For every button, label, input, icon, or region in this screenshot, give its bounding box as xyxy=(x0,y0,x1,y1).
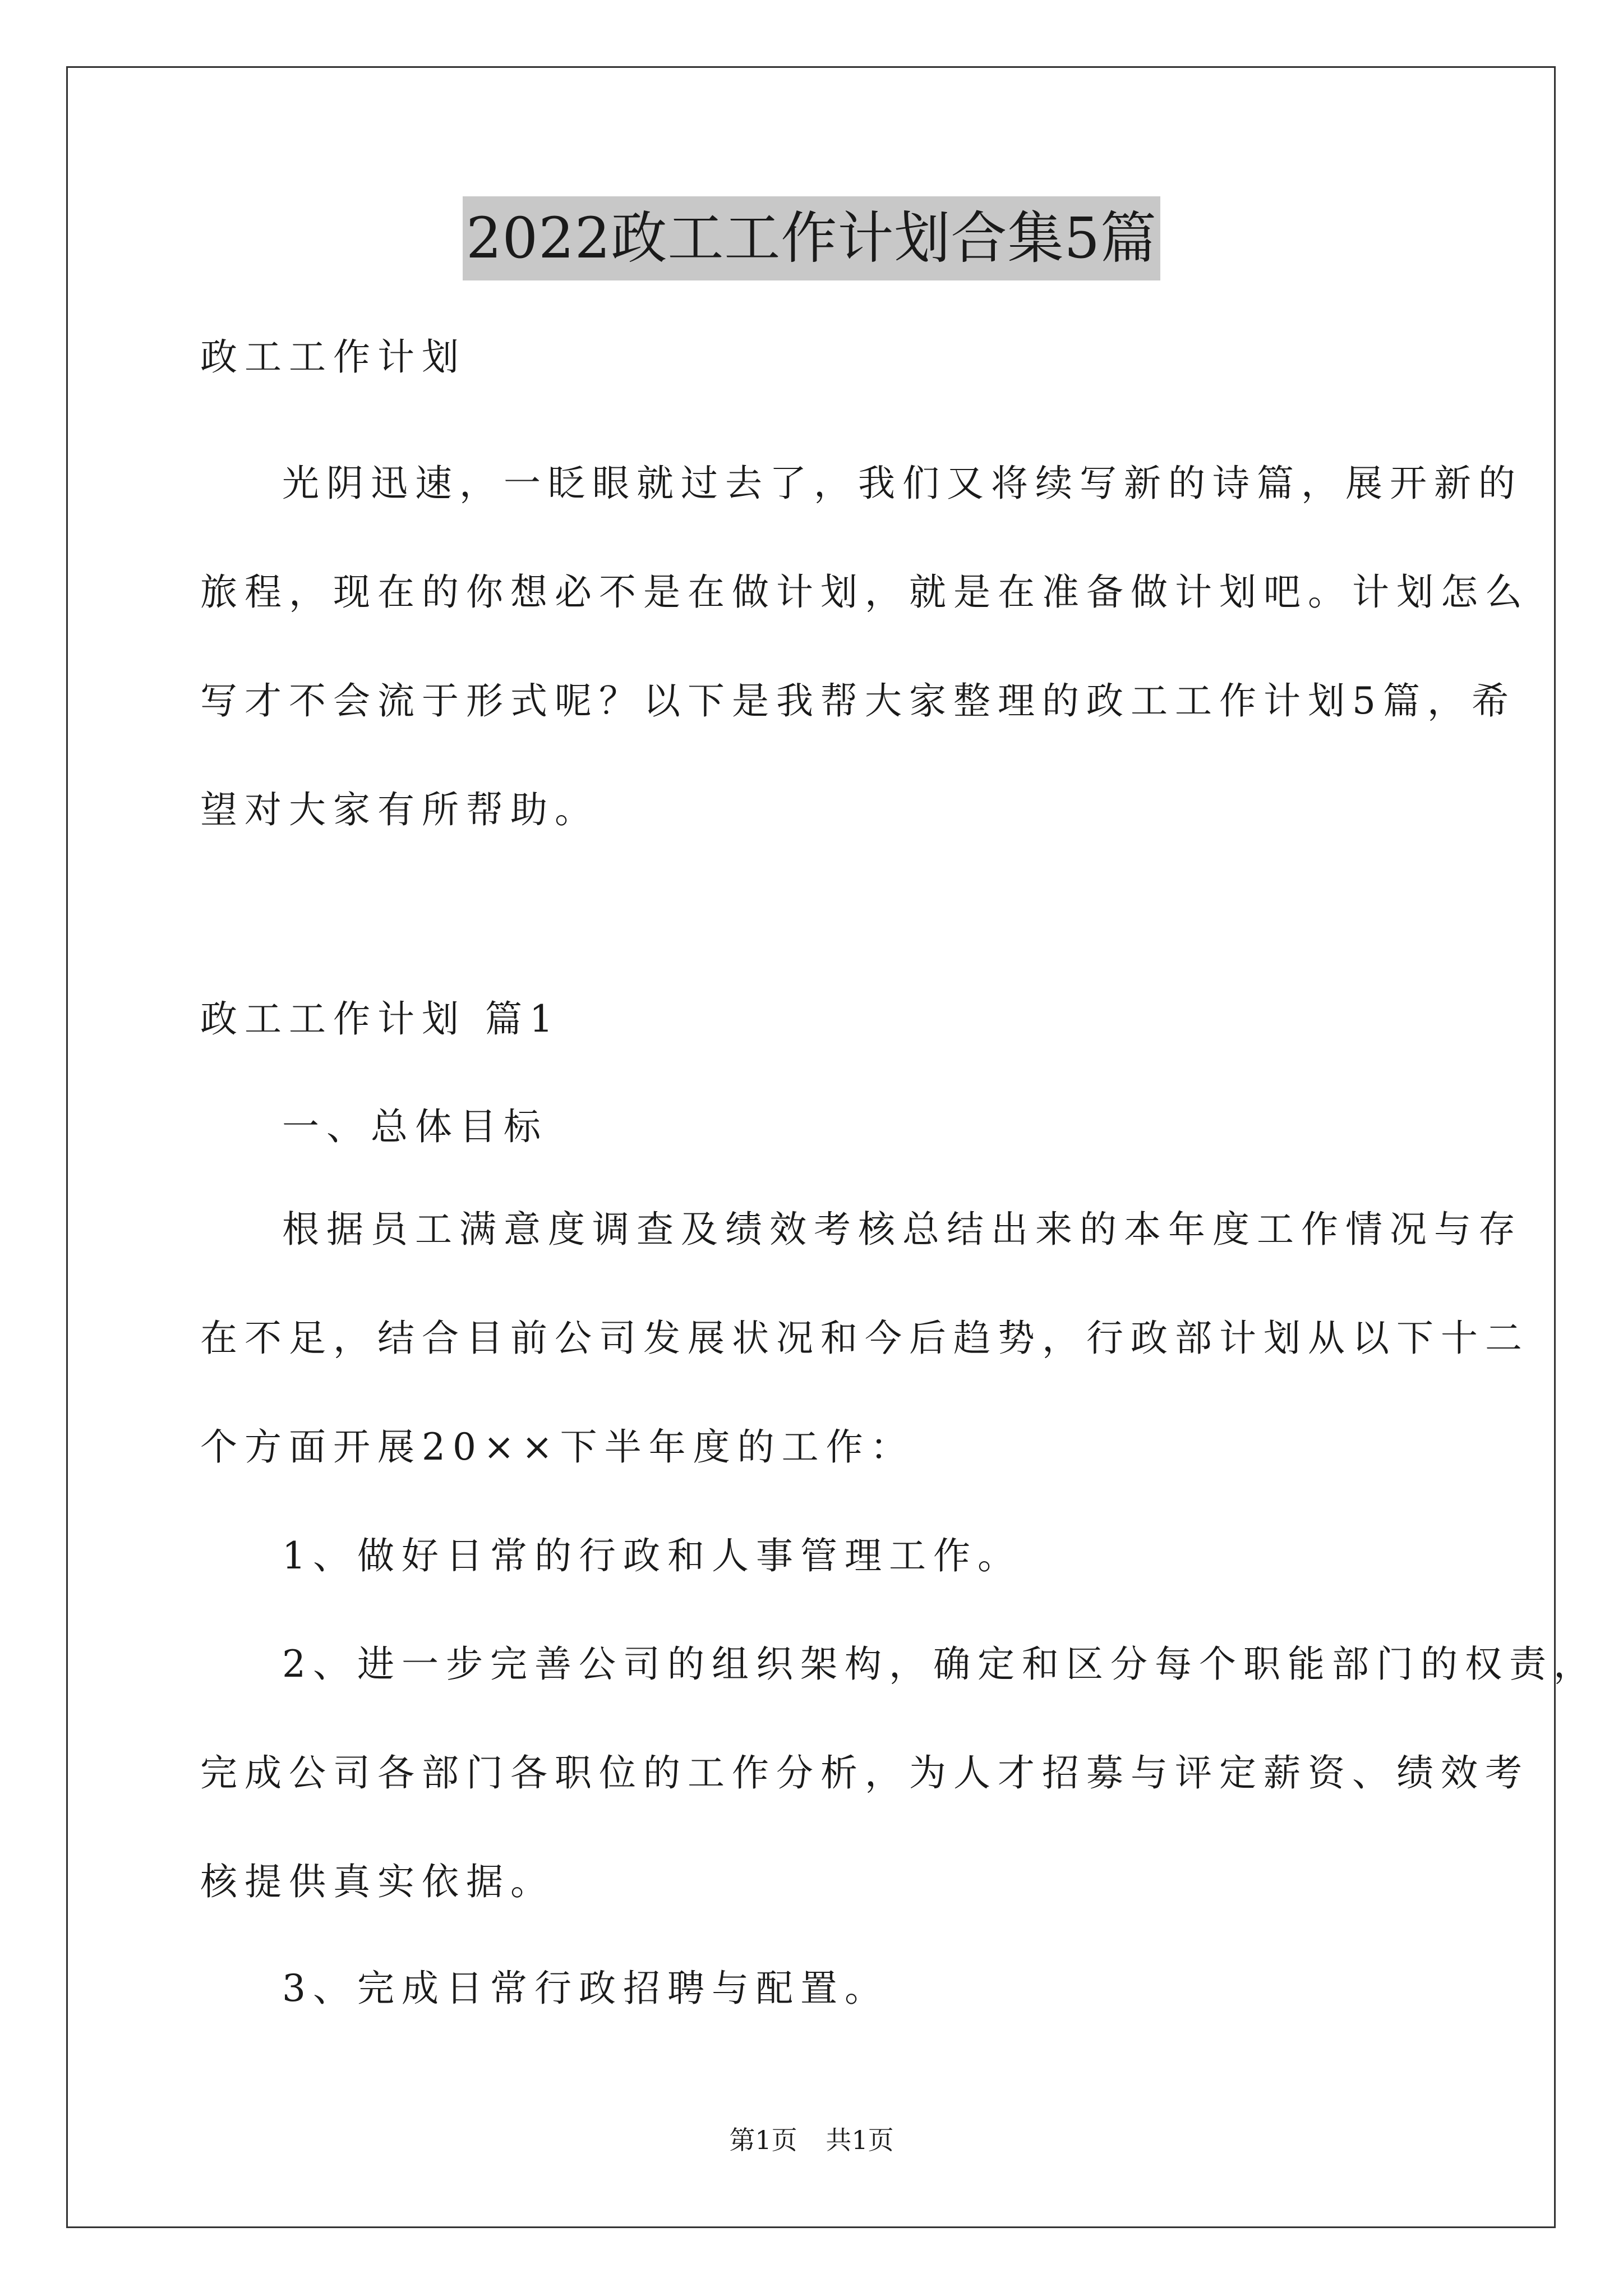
point-3 xyxy=(200,1934,1434,2043)
item-heading xyxy=(200,1073,1434,1181)
page-number-total: 共1页 xyxy=(826,2125,894,2155)
paragraph-line: 光阴迅速，一眨眼就过去了，我们又将续写新的诗篇，展开新的 xyxy=(282,462,1523,505)
section-heading xyxy=(200,965,1434,1074)
paragraph-line: 个方面开展20××下半年度的工作： xyxy=(200,1425,915,1469)
intro-paragraph xyxy=(200,429,1529,864)
body-paragraph-1 xyxy=(200,1175,1529,1502)
page-number-current: 第1页 xyxy=(729,2125,797,2155)
paragraph-line: 根据员工满意度调查及绩效考核总结出来的本年度工作情况与存 xyxy=(282,1208,1523,1251)
paragraph-line: 2、进一步完善公司的组织架构，确定和区分每个职能部门的权责， xyxy=(282,1642,1598,1686)
point-2 xyxy=(200,1610,1598,1936)
document-title: 2022政工工作计划合集5篇 xyxy=(463,196,1160,280)
subtitle xyxy=(200,303,1434,412)
point-3-text: 3、完成日常行政招聘与配置。 xyxy=(282,1967,889,2010)
paragraph-line: 核提供真实依据。 xyxy=(200,1860,555,1903)
paragraph-line: 望对大家有所帮助。 xyxy=(200,788,599,831)
section-heading-text: 政工工作计划 篇1 xyxy=(200,997,560,1041)
point-1-text: 1、做好日常的行政和人事管理工作。 xyxy=(282,1534,1022,1577)
item-heading-text: 一、总体目标 xyxy=(282,1105,548,1148)
paragraph-line: 旅程，现在的你想必不是在做计划，就是在准备做计划吧。计划怎么 xyxy=(200,570,1529,614)
title-container xyxy=(0,196,1623,280)
page-footer xyxy=(0,2123,1623,2157)
paragraph-line: 在不足，结合目前公司发展状况和今后趋势，行政部计划从以下十二 xyxy=(200,1317,1529,1360)
subtitle-text: 政工工作计划 xyxy=(200,335,466,379)
paragraph-line: 写才不会流于形式呢？以下是我帮大家整理的政工工作计划5篇，希 xyxy=(200,679,1516,723)
paragraph-line: 完成公司各部门各职位的工作分析，为人才招募与评定薪资、绩效考 xyxy=(200,1751,1529,1795)
point-1 xyxy=(200,1502,1434,1611)
